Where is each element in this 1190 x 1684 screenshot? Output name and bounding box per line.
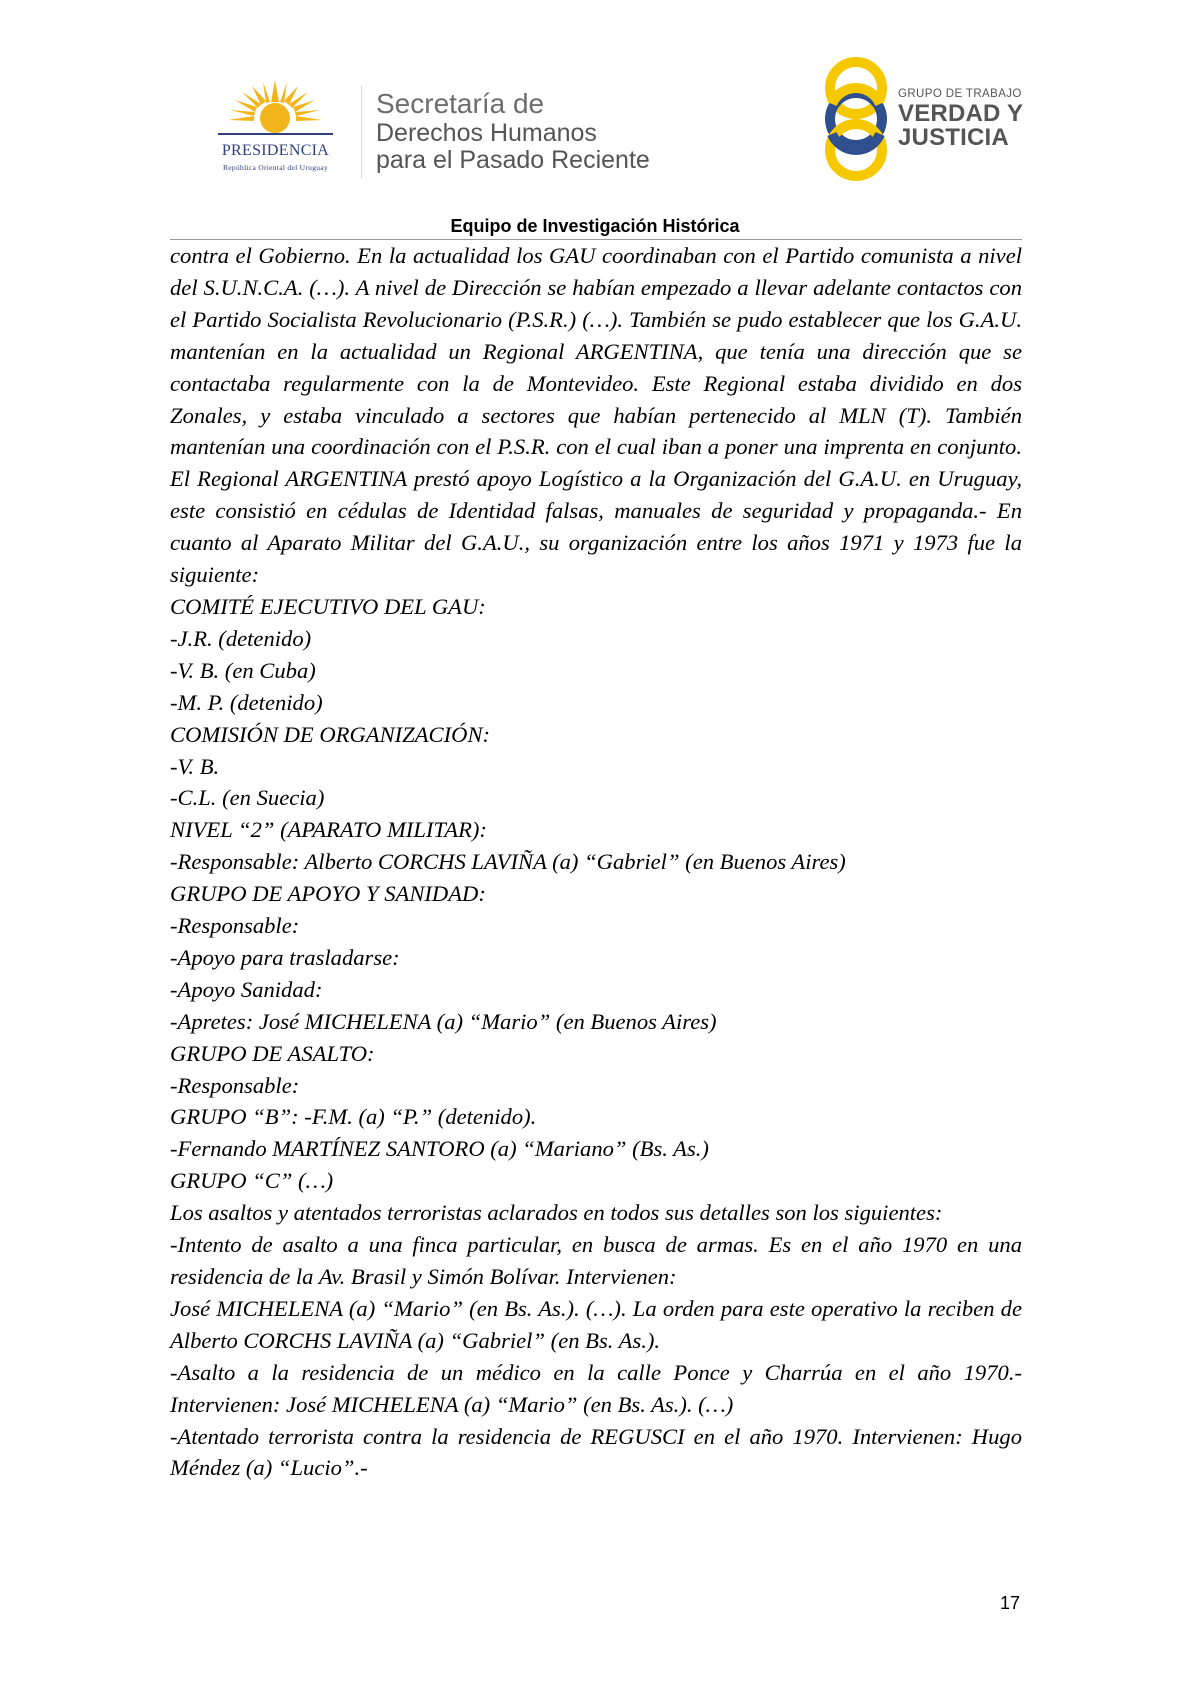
text-line: NIVEL “2” (APARATO MILITAR): [170,817,487,843]
paragraph-5: -Atentado terrorista contra la residencia de REGUSCI en el año 1970. Intervienen: Hugo Méndez (a) “Lucio”.- [170,1423,1022,1481]
text-line: -Fernando MARTÍNEZ SANTORO (a) “Mariano” (Bs. As.) [170,1136,709,1162]
page-number: 17 [1000,1593,1021,1613]
secretaria-line-1: Secretaría de [376,88,545,119]
text-line: -V. B. [170,753,220,779]
text-line: -Responsable: [170,913,300,939]
text-line: COMITÉ EJECUTIVO DEL GAU: [170,593,486,619]
presidencia-name: PRESIDENCIA [221,142,330,159]
text-line: -V. B. (en Cuba) [170,657,316,683]
paragraph-1: contra el Gobierno. En la actualidad los GAU coordinaban con el Partido comunista a nivel del S.U.N.C.A. (…). A nivel de Dirección se habían empezado a llevar adelante contactos con el Partido Socialista Revolucionario (P.S.R.) (…). También se pudo establecer que los G.A.U. mantenían en la actualidad un Regional ARGENTINA, que tenía una dirección que se contactaba regularmente con la de Montevideo. Este Regional estaba dividido en dos Zonales, y estaba vinculado a sectores que habían pertenecido al MLN (T). También mantenían una coordinación con el P.S.R. con el cual iban a poner una imprenta en conjunto. El Regional ARGENTINA prestó apoyo Logístico a la Organización del G.A.U. en Uruguay, este consistió en cédulas de Identidad falsas, manuales de seguridad y propaganda.- En cuanto al Aparato Militar del G.A.U., su organización entre los años 1971 y 1973 fue la siguiente: [170,243,1022,588]
sun-emblem-icon [198,78,353,148]
text-line: GRUPO “B”: -F.M. (a) “P.” (detenido). [170,1104,537,1130]
presidencia-subtitle: República Oriental del Uruguay [222,163,328,172]
paragraph-3: José MICHELENA (a) “Mario” (en Bs. As.). (…). La orden para este operativo la reciben de Alberto CORCHS LAVIÑA (a) “Gabriel” (en Bs. As.). [170,1295,1022,1353]
secretaria-logo-text [376,90,650,173]
text-line: -J.R. (detenido) [170,625,312,651]
text-line: -M. P. (detenido) [170,689,323,715]
text-line: Los asaltos y atentados terroristas aclarados en todos sus detalles son los siguientes: [170,1200,943,1226]
header-divider [361,86,362,178]
grupo-small-text: GRUPO DE TRABAJO [898,88,1022,100]
text-line: COMISIÓN DE ORGANIZACIÓN: [170,721,491,747]
paragraph-2: -Intento de asalto a una finca particular, en busca de armas. Es en el año 1970 en una residencia de la Av. Brasil y Simón Bolívar. Intervienen: [170,1232,1022,1289]
text-line: GRUPO DE APOYO Y SANIDAD: [170,881,486,907]
paragraph-4: -Asalto a la residencia de un médico en la calle Ponce y Charrúa en el año 1970.- Intervienen: José MICHELENA (a) “Mario” (en Bs. As.). (…) [170,1359,1022,1417]
document-body [170,240,1022,1484]
text-line: GRUPO DE ASALTO: [170,1040,375,1066]
text-line: -Apoyo para trasladarse: [170,944,400,970]
text-line: -C.L. (en Suecia) [170,785,325,811]
verdad-justicia-logo [820,56,1030,182]
secretaria-line-2: Derechos Humanos [376,119,597,147]
presidencia-logo [198,78,353,178]
text-line: -Apoyo Sanidad: [170,976,323,1002]
grupo-line-2: JUSTICIA [898,124,1009,151]
header-title: Equipo de Investigación Histórica [450,216,740,236]
secretaria-line-3: para el Pasado Reciente [376,146,650,174]
text-line: -Responsable: Alberto CORCHS LAVIÑA (a) “Gabriel” (en Buenos Aires) [170,849,846,875]
text-line: -Responsable: [170,1072,300,1098]
interlocking-rings-icon [820,56,896,182]
grupo-line-1: VERDAD Y [898,100,1024,127]
text-line: -Apretes: José MICHELENA (a) “Mario” (en Buenos Aires) [170,1008,717,1034]
text-line: GRUPO “C” (…) [170,1168,334,1194]
